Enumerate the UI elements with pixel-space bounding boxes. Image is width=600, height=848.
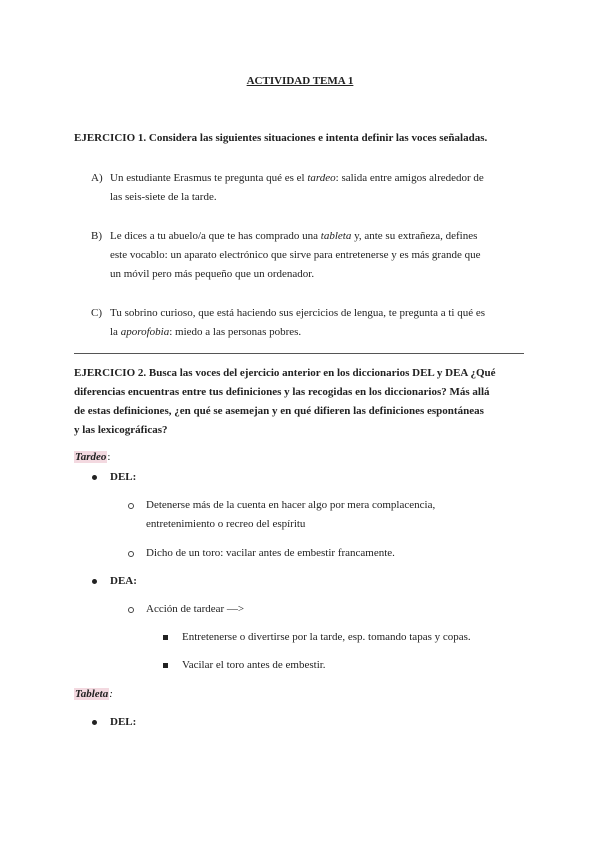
- item-c-text-1: la: [110, 326, 121, 338]
- tardeo-dea-def: Acción de tardear —>: [146, 603, 245, 615]
- item-b-text-1: Le dices a tu abuelo/a que te has comprado una: [110, 230, 321, 242]
- exercise-2-line-3: de estas definiciones, ¿en qué se asemejan y en qué difieren las definiciones espontáneas: [74, 405, 484, 417]
- item-c-marker: C): [91, 307, 102, 319]
- bullet-dot-icon: [92, 475, 97, 480]
- item-b-text-2: y, ante su extrañeza, defines: [351, 230, 478, 242]
- tableta-heading: [74, 687, 113, 702]
- bullet-square-icon: [163, 663, 168, 668]
- item-c-line-1: Tu sobrino curioso, que está haciendo sus ejercicios de lengua, te pregunta a ti qué es: [110, 307, 486, 319]
- section-divider: [74, 353, 524, 354]
- item-c-text-2: : miedo a las personas pobres.: [169, 326, 302, 338]
- item-b-keyword: tableta: [320, 230, 352, 242]
- tardeo-colon: :: [107, 451, 111, 463]
- tardeo-del-def-1-line-1: Detenerse más de la cuenta en hacer algo por mera complacencia,: [146, 499, 436, 511]
- item-a-text-1: Un estudiante Erasmus te pregunta qué es el: [110, 172, 308, 184]
- tardeo-del-def-1-line-2: entretenimiento o recreo del espíritu: [146, 518, 306, 530]
- tardeo-del-label: DEL:: [110, 471, 137, 483]
- tardeo-del-def-2: Dicho de un toro: vacilar antes de embestir francamente.: [146, 547, 395, 559]
- tardeo-heading: [74, 450, 110, 465]
- bullet-square-icon: [163, 635, 168, 640]
- item-b-line-2: este vocablo: un aparato electrónico que sirve para entretenerse y es más grande que: [110, 249, 481, 261]
- item-b-marker: B): [91, 230, 102, 242]
- tardeo-dea-sub-1: Entretenerse o divertirse por la tarde, esp. tomando tapas y copas.: [182, 631, 471, 643]
- item-c-line-2: [110, 325, 301, 340]
- item-b-line-3: un móvil pero más pequeño que un ordenador.: [110, 268, 315, 280]
- bullet-circle-icon: [128, 551, 134, 557]
- page-title: ACTIVIDAD TEMA 1: [246, 75, 354, 87]
- item-c-keyword: aporofobia: [120, 326, 170, 338]
- item-a-text-2: : salida entre amigos alrededor de: [335, 172, 484, 184]
- bullet-dot-icon: [92, 579, 97, 584]
- tableta-highlight: Tableta: [75, 688, 109, 700]
- item-b-line-1: [110, 229, 477, 244]
- tableta-del-label: DEL:: [110, 716, 137, 728]
- item-a-line-1: [110, 171, 484, 186]
- exercise-2-line-1: EJERCICIO 2. Busca las voces del ejercicio anterior en los diccionarios DEL y DEA ¿Qué: [74, 367, 496, 379]
- tableta-colon: :: [109, 688, 113, 700]
- item-a-line-2: las seis-siete de la tarde.: [110, 191, 217, 203]
- bullet-circle-icon: [128, 607, 134, 613]
- tardeo-dea-sub-2: Vacilar el toro antes de embestir.: [182, 659, 326, 671]
- bullet-dot-icon: [92, 720, 97, 725]
- exercise-1-heading: EJERCICIO 1. Considera las siguientes situaciones e intenta definir las voces señaladas.: [74, 132, 488, 144]
- tardeo-highlight: Tardeo: [75, 451, 107, 463]
- item-a-marker: A): [91, 172, 103, 184]
- item-a-keyword: tardeo: [307, 172, 336, 184]
- tardeo-dea-label: DEA:: [110, 575, 137, 587]
- exercise-2-line-4: y las lexicográficas?: [74, 424, 168, 436]
- exercise-2-line-2: diferencias encuentras entre tus definiciones y las recogidas en los diccionarios? Más allá: [74, 386, 490, 398]
- bullet-circle-icon: [128, 503, 134, 509]
